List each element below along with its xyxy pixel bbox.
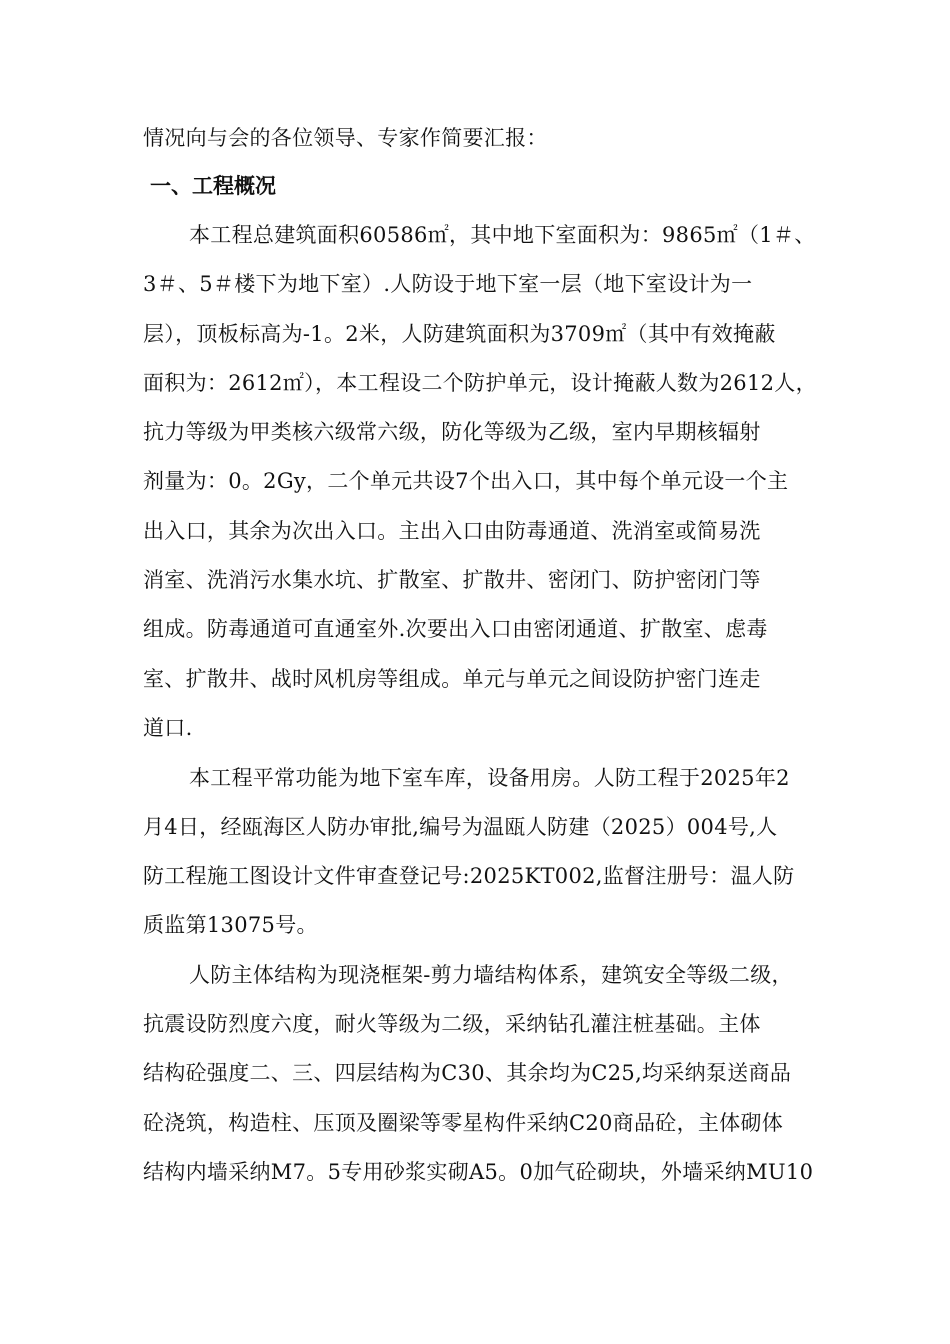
paragraph-line: 出入口，其余为次出入口。主出入口由防毒通道、洗消室或简易洗: [143, 519, 761, 543]
paragraph-line: 防工程施工图设计文件审查登记号:2025KT002,监督注册号：温人防: [143, 864, 795, 888]
paragraph-line: 人防主体结构为现浇框架-剪力墙结构体系，建筑安全等级二级，: [189, 963, 793, 987]
intro-line: 情况向与会的各位领导、专家作简要汇报：: [143, 126, 548, 150]
paragraph-line: 剂量为：0。2Gy，二个单元共设7个出入口，其中每个单元设一个主: [143, 469, 789, 493]
section-heading-project-overview: 一、工程概况: [150, 174, 276, 198]
paragraph-line: 砼浇筑，构造柱、压顶及圈梁等零星构件采纳C20商品砼，主体砌体: [143, 1111, 784, 1135]
paragraph-line: 结构内墙采纳M7。5专用砂浆实砌A5。0加气砼砌块，外墙采纳MU10: [143, 1160, 814, 1184]
paragraph-line: 道口.: [143, 716, 193, 740]
paragraph-line: 消室、洗消污水集水坑、扩散室、扩散井、密闭门、防护密闭门等: [143, 568, 761, 592]
paragraph-line: 层），顶板标高为-1。2米，人防建筑面积为3709㎡（其中有效掩蔽: [143, 322, 776, 346]
paragraph-line: 3＃、5＃楼下为地下室）.人防设于地下室一层（地下室设计为一: [143, 272, 753, 296]
paragraph-line: 抗震设防烈度六度，耐火等级为二级，采纳钻孔灌注桩基础。主体: [143, 1012, 761, 1036]
paragraph-line: 月4日，经瓯海区人防办审批,编号为温瓯人防建（2025）004号,人: [143, 815, 778, 839]
paragraph-line: 质监第13075号。: [143, 913, 318, 937]
paragraph-line: 面积为：2612㎡），本工程设二个防护单元，设计掩蔽人数为2612人，: [143, 371, 817, 395]
paragraph-line: 本工程总建筑面积60586㎡，其中地下室面积为：9865㎡（1＃、: [189, 223, 816, 247]
paragraph-line: 抗力等级为甲类核六级常六级，防化等级为乙级，室内早期核辐射: [143, 420, 761, 444]
paragraph-line: 本工程平常功能为地下室车库，设备用房。人防工程于2025年2: [189, 766, 790, 790]
paragraph-line: 组成。防毒通道可直通室外.次要出入口由密闭通道、扩散室、虑毒: [143, 617, 768, 641]
paragraph-line: 室、扩散井、战时风机房等组成。单元与单元之间设防护密门连走: [143, 667, 761, 691]
paragraph-line: 结构砼强度二、三、四层结构为C30、其余均为C25,均采纳泵送商品: [143, 1061, 792, 1085]
